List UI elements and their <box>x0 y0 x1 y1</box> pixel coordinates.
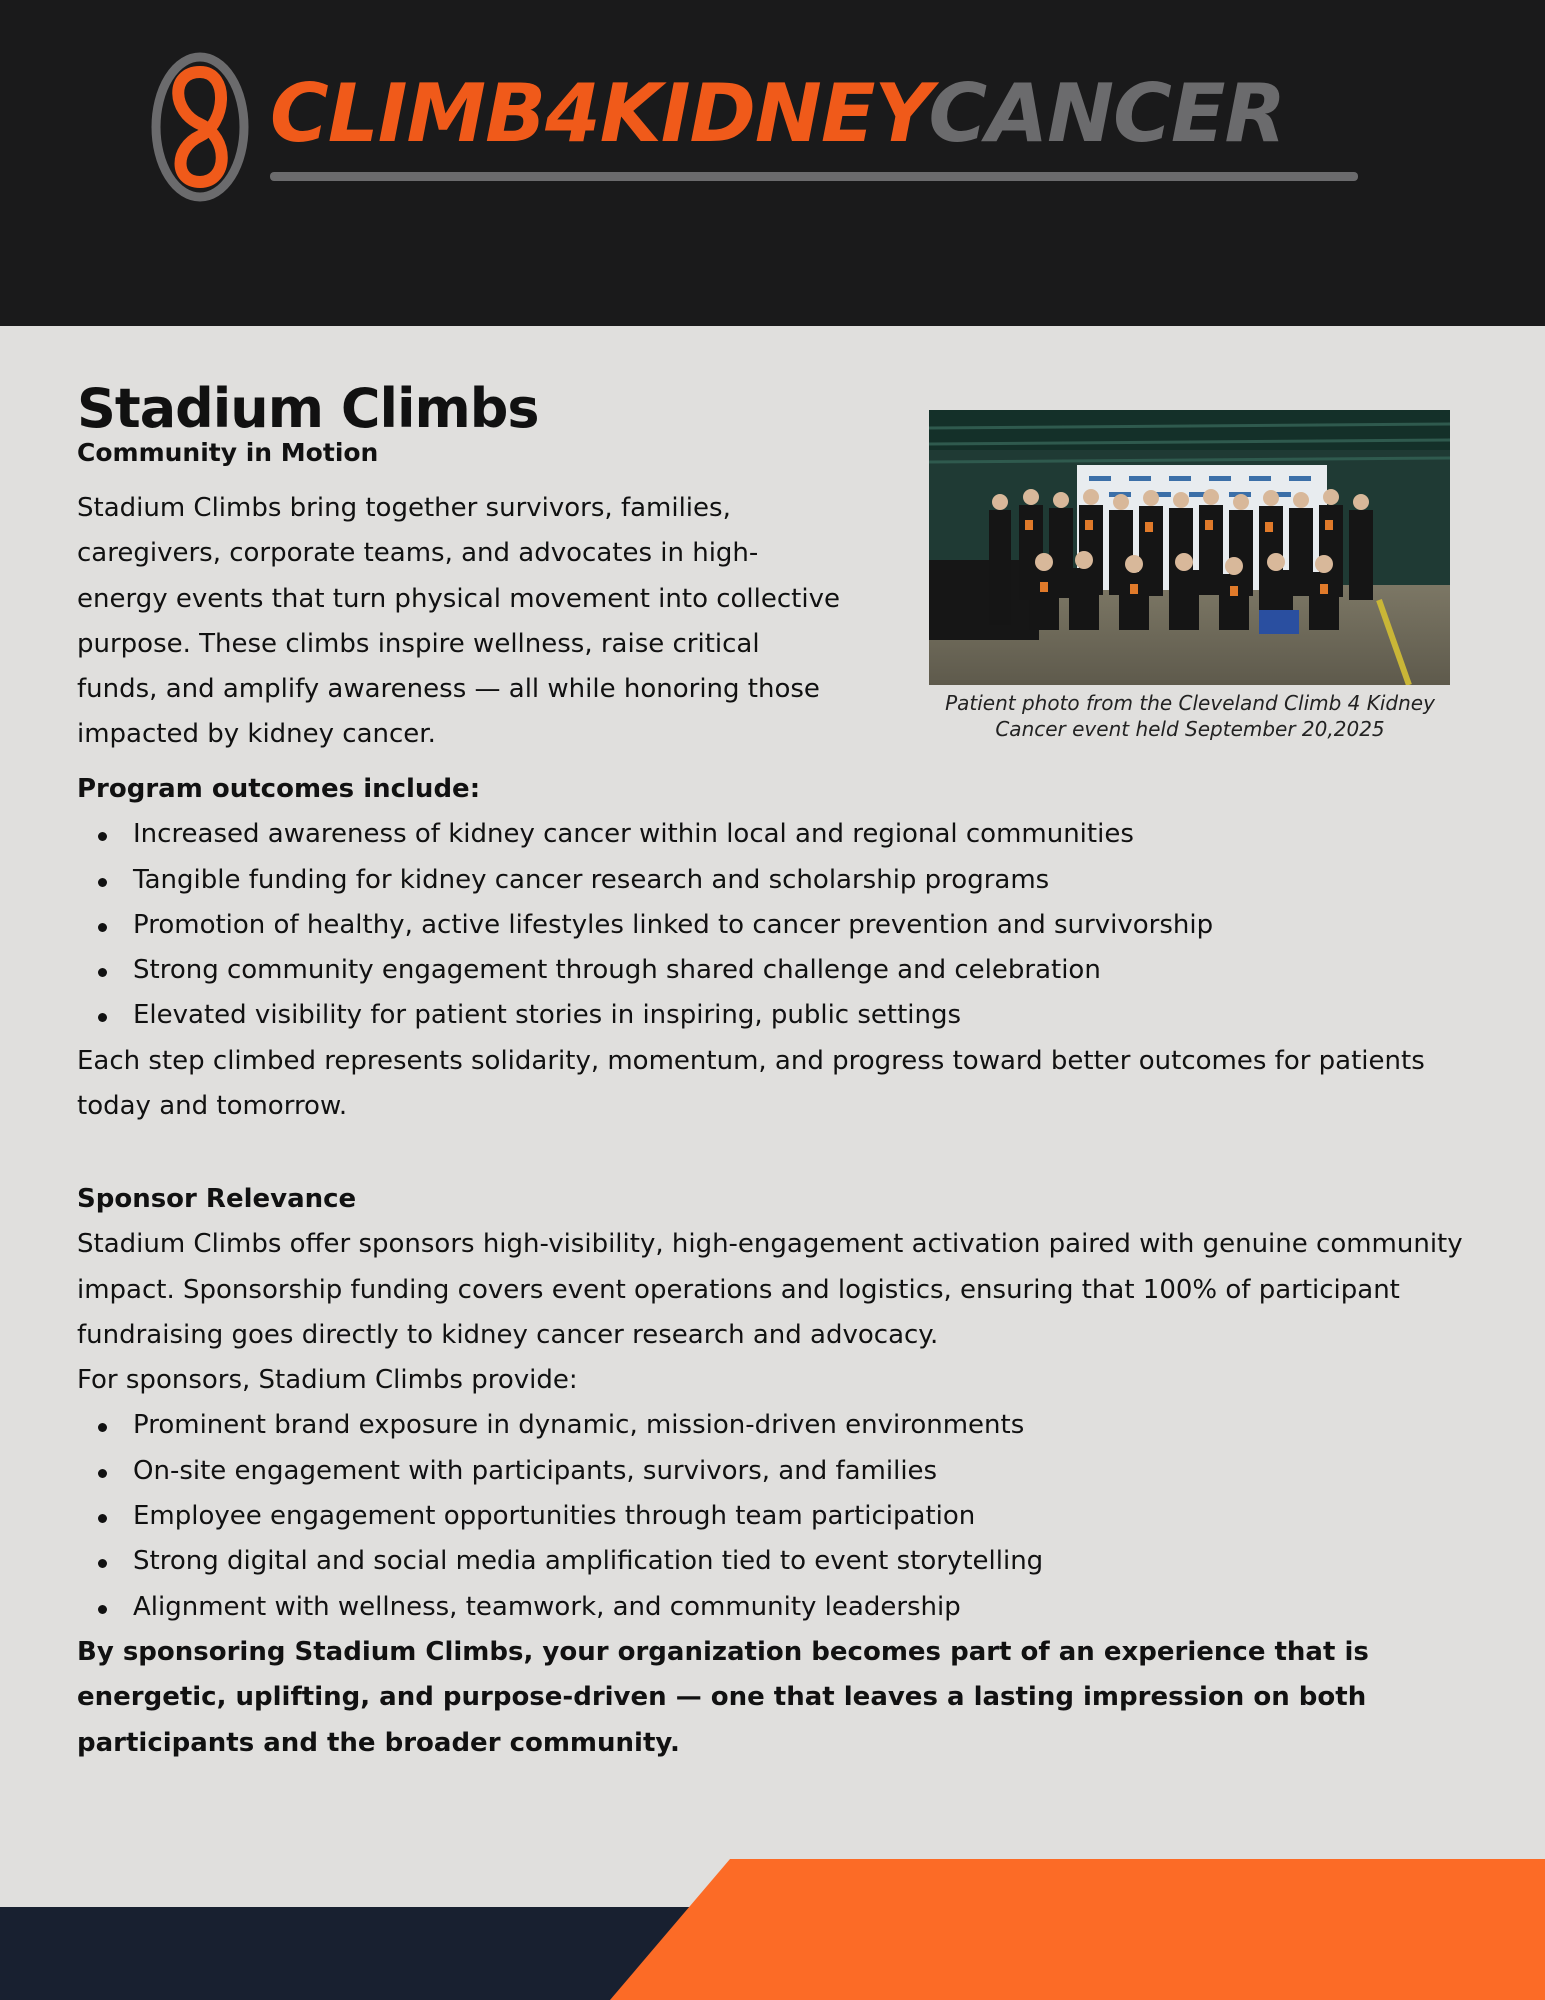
list-item: Elevated visibility for patient stories in inspiring, public settings <box>77 993 1487 1038</box>
outcomes-closing: Each step climbed represents solidarity, momentum, and progress toward better outcomes for patients today and tomorrow. <box>77 1045 1425 1122</box>
list-item: Employee engagement opportunities through team participation <box>77 1494 1487 1539</box>
intro-paragraph: Stadium Climbs bring together survivors, families, caregivers, corporate teams, and advocates in high-energy events that turn physical movement into collective purpose. These climbs inspire wellness, raise critical funds, and amplify awareness — all while honoring those impacted by kidney cancer. <box>77 493 840 750</box>
logo-wordmark-orange: CLIMB4KIDNEY <box>270 67 929 160</box>
logo-wordmark-gray: CANCER <box>928 67 1286 160</box>
list-item: Prominent brand exposure in dynamic, mission-driven environments <box>77 1403 1487 1448</box>
page-title: Stadium Climbs <box>77 377 539 440</box>
outcomes-heading: Program outcomes include: <box>77 774 481 804</box>
photo-caption-line-2: Cancer event held September 20,2025 <box>995 717 1385 741</box>
list-item: Strong digital and social media amplification tied to event storytelling <box>77 1539 1487 1584</box>
photo-caption-line-1: Patient photo from the Cleveland Climb 4 Kidney <box>945 691 1435 715</box>
sponsor-heading: Sponsor Relevance <box>77 1184 357 1214</box>
list-item: Alignment with wellness, teamwork, and community leadership <box>77 1585 1487 1630</box>
sponsor-closing: By sponsoring Stadium Climbs, your organization becomes part of an experience that is energetic, uplifting, and purpose-driven — one that leaves a lasting impression on both participants and the broader community. <box>77 1636 1369 1758</box>
list-item: Tangible funding for kidney cancer research and scholarship programs <box>77 858 1487 903</box>
list-item: On-site engagement with participants, survivors, and families <box>77 1449 1487 1494</box>
list-item: Increased awareness of kidney cancer within local and regional communities <box>77 812 1487 857</box>
page-subtitle: Community in Motion <box>77 438 379 467</box>
list-item: Strong community engagement through shared challenge and celebration <box>77 948 1487 993</box>
sponsor-paragraph: Stadium Climbs offer sponsors high-visibility, high-engagement activation paired with genuine community impact. Sponsorship funding covers event operations and logistics, ensuring that 100% of participant fundraising goes directly to kidney cancer research and advocacy. <box>77 1229 1463 1350</box>
list-item: Promotion of healthy, active lifestyles linked to cancer prevention and survivorship <box>77 903 1487 948</box>
sponsor-lead: For sponsors, Stadium Climbs provide: <box>77 1365 578 1396</box>
